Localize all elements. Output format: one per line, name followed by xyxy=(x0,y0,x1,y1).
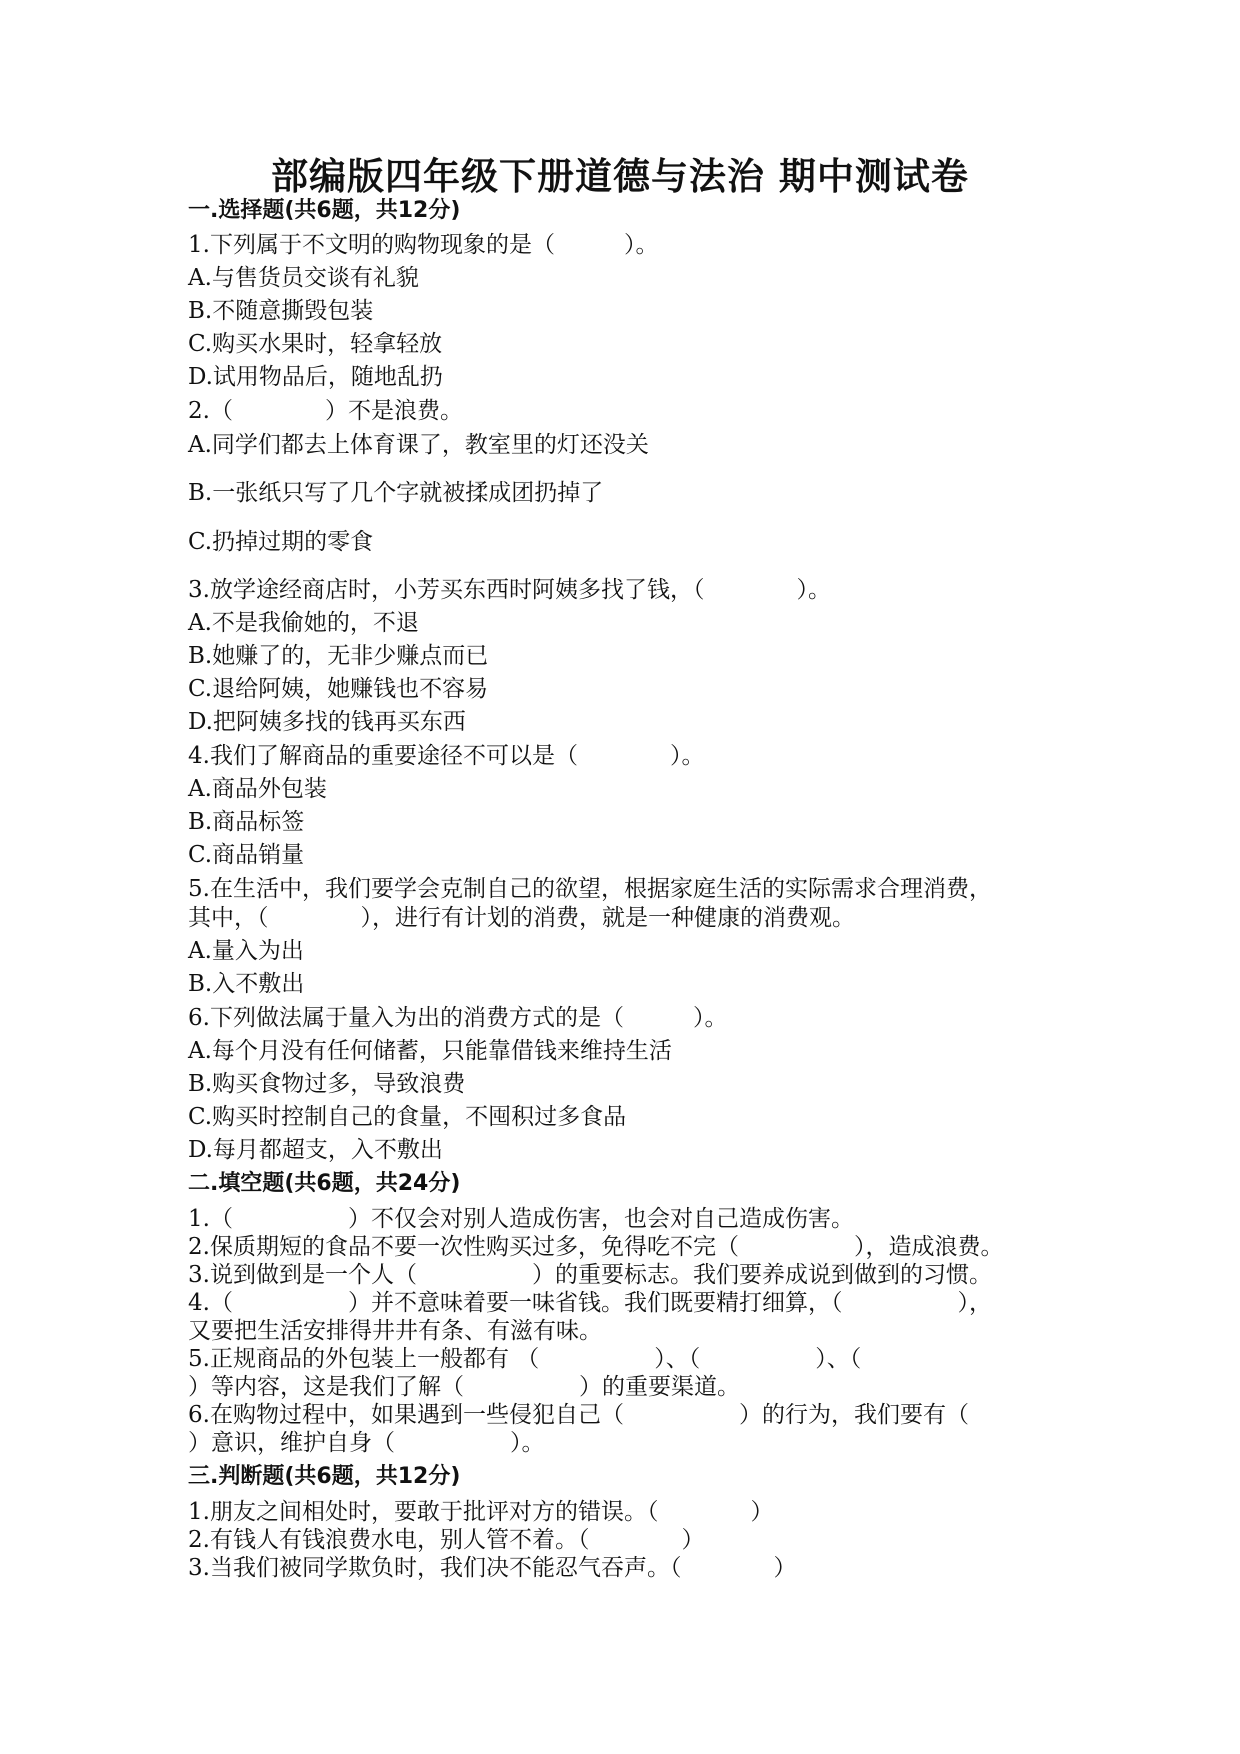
judge-q1: 1.朋友之间相处时，要敢于批评对方的错误。（ ） xyxy=(188,1499,774,1525)
choice-q4-stem: 4.我们了解商品的重要途径不可以是（ ）。 xyxy=(188,743,705,769)
fill-q2: 2.保质期短的食品不要一次性购买过多，免得吃不完（ ），造成浪费。 xyxy=(188,1234,1004,1260)
fill-q6-line2: ）意识，维护自身（ ）。 xyxy=(188,1430,545,1456)
choice-q2-option-b: B.一张纸只写了几个字就被揉成团扔掉了 xyxy=(188,480,604,506)
fill-q4-line1: 4.（ ）并不意味着要一味省钱。我们既要精打细算，（ ）， xyxy=(188,1290,992,1316)
choice-q3-stem: 3.放学途经商店时，小芳买东西时阿姨多找了钱，（ ）。 xyxy=(188,577,831,603)
choice-q3-option-a: A.不是我偷她的，不退 xyxy=(188,610,419,636)
choice-q3-option-d: D.把阿姨多找的钱再买东西 xyxy=(188,709,466,735)
judge-q2: 2.有钱人有钱浪费水电，别人管不着。（ ） xyxy=(188,1527,705,1553)
choice-q2-option-c: C.扔掉过期的零食 xyxy=(188,529,374,555)
fill-q5-line1: 5.正规商品的外包装上一般都有 （ ）、（ ）、（ xyxy=(188,1346,862,1372)
page-title: 部编版四年级下册道德与法治 期中测试卷 xyxy=(271,155,969,198)
fill-q1: 1.（ ）不仅会对别人造成伤害，也会对自己造成伤害。 xyxy=(188,1206,854,1232)
choice-q6-option-a: A.每个月没有任何储蓄，只能靠借钱来维持生活 xyxy=(188,1038,672,1064)
section-heading-choice: 一.选择题(共6题，共12分) xyxy=(188,198,461,223)
choice-q4-option-c: C.商品销量 xyxy=(188,842,305,868)
choice-q6-option-d: D.每月都超支，入不敷出 xyxy=(188,1137,443,1163)
choice-q2-stem: 2.（ ）不是浪费。 xyxy=(188,398,463,424)
choice-q3-option-c: C.退给阿姨，她赚钱也不容易 xyxy=(188,676,489,702)
choice-q1-option-b: B.不随意撕毁包装 xyxy=(188,298,374,324)
fill-q4-line2: 又要把生活安排得井井有条、有滋有味。 xyxy=(188,1318,602,1344)
fill-q3: 3.说到做到是一个人（ ）的重要标志。我们要养成说到做到的习惯。 xyxy=(188,1262,992,1288)
choice-q3-option-b: B.她赚了的，无非少赚点而已 xyxy=(188,643,489,669)
choice-q1-option-c: C.购买水果时，轻拿轻放 xyxy=(188,331,443,357)
choice-q6-stem: 6.下列做法属于量入为出的消费方式的是（ ）。 xyxy=(188,1005,728,1031)
choice-q1-option-a: A.与售货员交谈有礼貌 xyxy=(188,265,419,291)
section-heading-fill: 二.填空题(共6题，共24分) xyxy=(188,1171,461,1196)
judge-q3: 3.当我们被同学欺负时，我们决不能忍气吞声。（ ） xyxy=(188,1555,797,1581)
choice-q5-stem-line2: 其中，（ ），进行有计划的消费，就是一种健康的消费观。 xyxy=(188,905,855,931)
choice-q5-option-a: A.量入为出 xyxy=(188,938,304,964)
choice-q4-option-b: B.商品标签 xyxy=(188,809,305,835)
choice-q2-option-a: A.同学们都去上体育课了，教室里的灯还没关 xyxy=(188,432,649,458)
fill-q6-line1: 6.在购物过程中，如果遇到一些侵犯自己（ ）的行为，我们要有（ xyxy=(188,1402,969,1428)
choice-q6-option-c: C.购买时控制自己的食量，不囤积过多食品 xyxy=(188,1104,627,1130)
section-heading-judge: 三.判断题(共6题，共12分) xyxy=(188,1464,461,1489)
choice-q6-option-b: B.购买食物过多，导致浪费 xyxy=(188,1071,466,1097)
choice-q5-option-b: B.入不敷出 xyxy=(188,971,305,997)
fill-q5-line2: ）等内容，这是我们了解（ ）的重要渠道。 xyxy=(188,1374,740,1400)
choice-q1-option-d: D.试用物品后，随地乱扔 xyxy=(188,364,443,390)
choice-q4-option-a: A.商品外包装 xyxy=(188,776,327,802)
choice-q1-stem: 1.下列属于不文明的购物现象的是（ ）。 xyxy=(188,232,659,258)
choice-q5-stem-line1: 5.在生活中，我们要学会克制自己的欲望，根据家庭生活的实际需求合理消费， xyxy=(188,876,992,902)
